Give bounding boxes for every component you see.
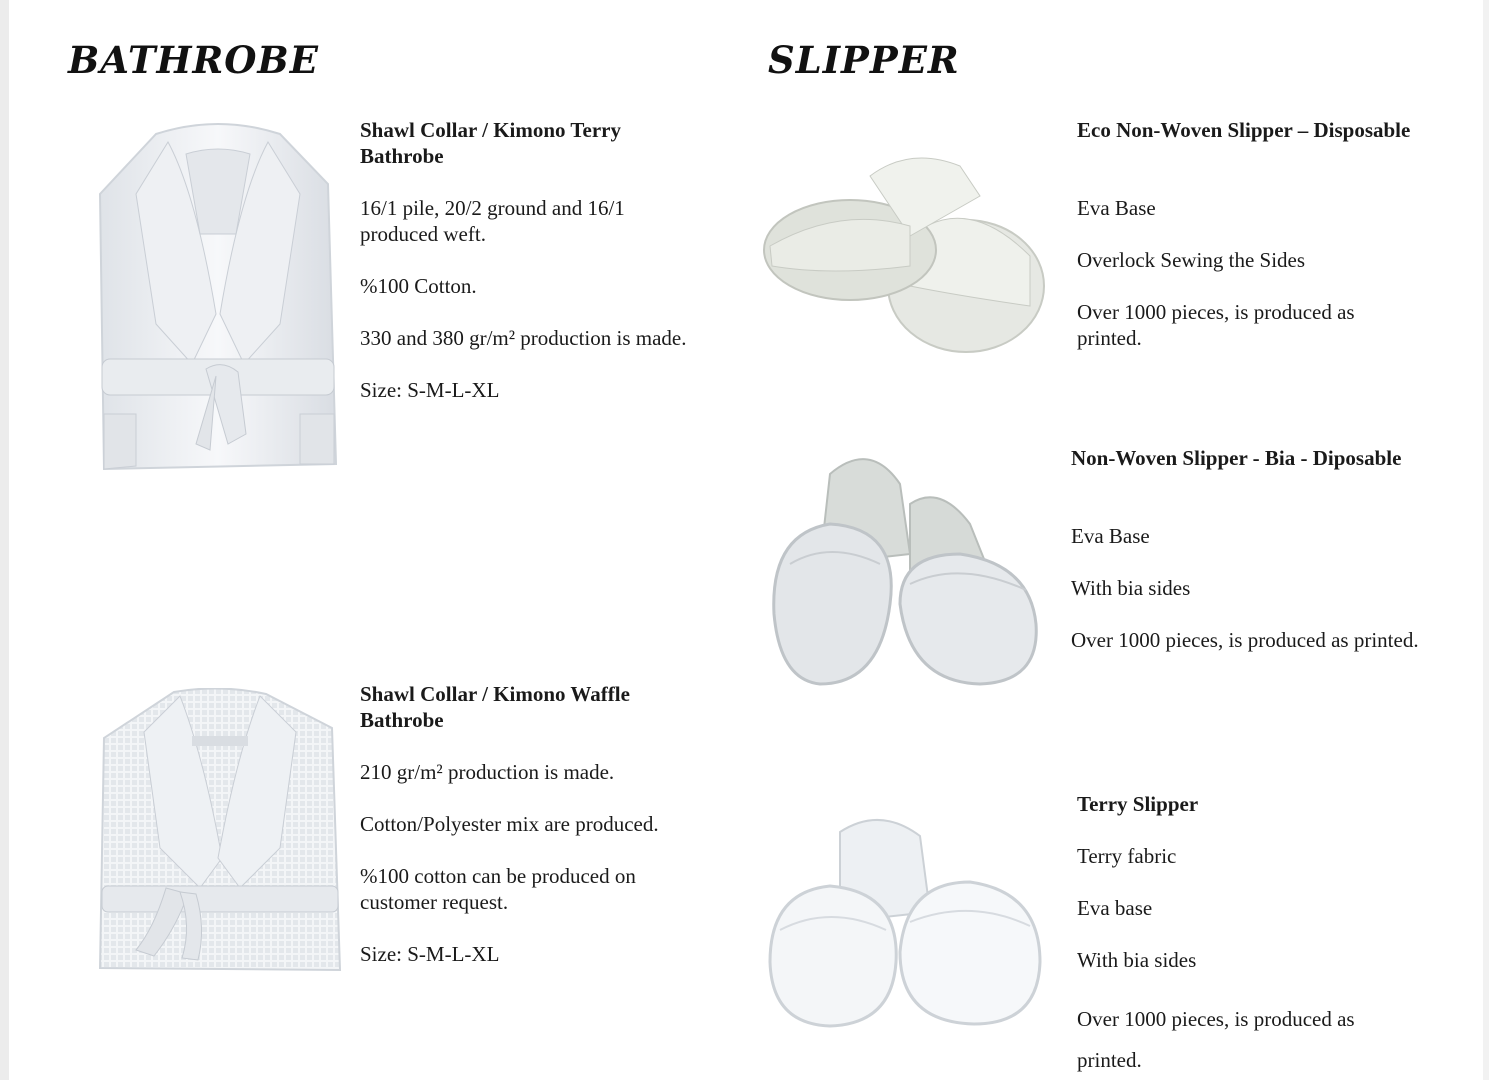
terry-bathrobe-image bbox=[96, 114, 340, 482]
page-edge-left bbox=[0, 0, 9, 1080]
page-edge-right bbox=[1483, 0, 1489, 1080]
eco-spec-sewing: Overlock Sewing the Sides bbox=[1077, 248, 1306, 272]
bia-spec-print: Over 1000 pieces, is produced as printed. bbox=[1071, 628, 1419, 652]
waffle-bathrobe-image bbox=[96, 688, 344, 974]
bia-spec-sides: With bia sides bbox=[1071, 576, 1191, 600]
eco-spec-base: Eva Base bbox=[1077, 196, 1156, 220]
terry-slipper-spec-sides: With bia sides bbox=[1077, 948, 1197, 972]
eco-spec-print: Over 1000 pieces, is produced as printed. bbox=[1077, 300, 1355, 350]
terry-slipper-spec-print: Over 1000 pieces, is produced as printed. bbox=[1077, 1007, 1355, 1072]
bathrobe-heading: BATHROBE bbox=[68, 38, 319, 82]
terry-spec-yarn: 16/1 pile, 20/2 ground and 16/1 produced weft. bbox=[360, 196, 625, 246]
waffle-spec-weight: 210 gr/m² production is made. bbox=[360, 760, 615, 784]
terry-bathrobe-title: Shawl Collar / Kimono Terry Bathrobe bbox=[360, 118, 621, 168]
waffle-spec-mix: Cotton/Polyester mix are produced. bbox=[360, 812, 659, 836]
terry-slipper-spec-fabric: Terry fabric bbox=[1077, 844, 1177, 868]
waffle-bathrobe-title: Shawl Collar / Kimono Waffle Bathrobe bbox=[360, 682, 630, 732]
bia-spec-base: Eva Base bbox=[1071, 524, 1150, 548]
bia-slipper-block bbox=[1071, 445, 1481, 653]
bia-slipper-image bbox=[760, 444, 1050, 692]
terry-spec-cotton: %100 Cotton. bbox=[360, 274, 477, 298]
terry-spec-weight: 330 and 380 gr/m² production is made. bbox=[360, 326, 687, 350]
terry-slipper-image bbox=[760, 812, 1050, 1028]
slipper-heading: SLIPPER bbox=[768, 38, 960, 82]
eco-slipper-title: Eco Non-Woven Slipper – Disposable bbox=[1077, 118, 1411, 142]
waffle-spec-cotton: %100 cotton can be produced on customer request. bbox=[360, 864, 636, 914]
terry-slipper-spec-base: Eva base bbox=[1077, 896, 1153, 920]
waffle-bathrobe-block bbox=[360, 681, 690, 967]
terry-slipper-block bbox=[1077, 791, 1407, 1081]
waffle-spec-size: Size: S-M-L-XL bbox=[360, 942, 500, 966]
terry-slipper-title: Terry Slipper bbox=[1077, 792, 1199, 816]
eco-slipper-block bbox=[1077, 117, 1477, 351]
bia-slipper-title: Non-Woven Slipper - Bia - Diposable bbox=[1071, 446, 1402, 470]
eco-slipper-image bbox=[760, 146, 1050, 358]
terry-bathrobe-block bbox=[360, 117, 690, 403]
terry-spec-size: Size: S-M-L-XL bbox=[360, 378, 500, 402]
